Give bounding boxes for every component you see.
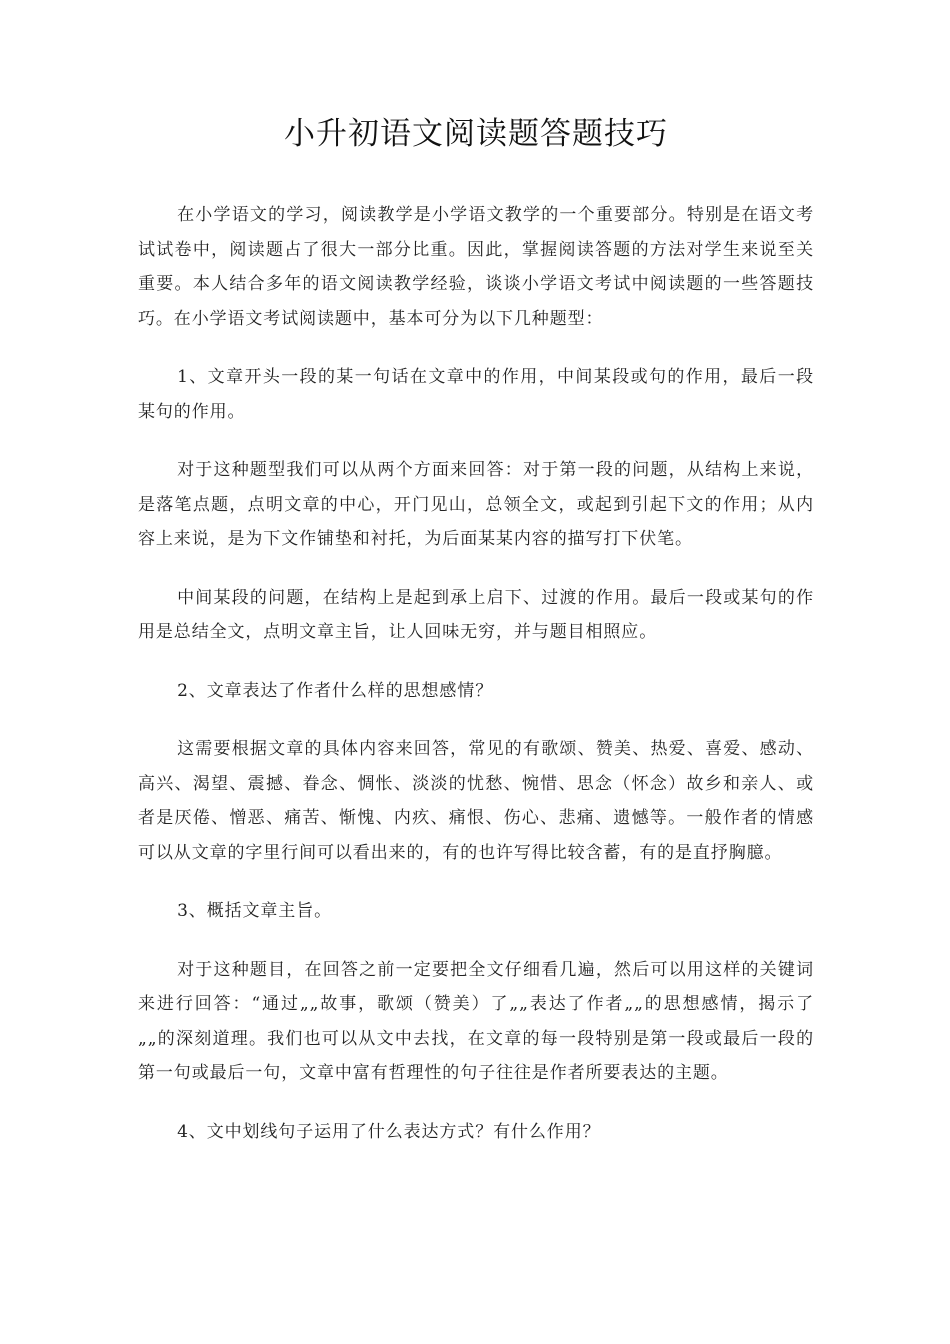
paragraph-answer-1b: 中间某段的问题，在结构上是起到承上启下、过渡的作用。最后一段或某句的作用是总结全文，点明文章主旨，让人回味无穷，并与题目相照应。	[138, 587, 814, 642]
paragraph-question-2: 2、文章表达了作者什么样的思想感情？	[177, 680, 494, 701]
document-title: 小升初语文阅读题答题技巧	[284, 116, 668, 152]
paragraph-intro: 在小学语文的学习，阅读教学是小学语文教学的一个重要部分。特别是在语文考试试卷中，阅读题占了很大一部分比重。因此，掌握阅读答题的方法对学生来说至关重要。本人结合多年的语文阅读教学经验，谈谈小学语文考试中阅读题的一些答题技巧。在小学语文考试阅读题中，基本可分为以下几种题型：	[138, 205, 814, 329]
paragraph-question-1: 1、文章开头一段的某一句话在文章中的作用，中间某段或句的作用，最后一段某句的作用。	[138, 367, 814, 422]
paragraph-answer-3: 对于这种题目，在回答之前一定要把全文仔细看几遍，然后可以用这样的关键词来进行回答：“通过„„故事，歌颂（赞美）了„„表达了作者„„的思想感情，揭示了„„的深刻道理。我们也可以从文中去找，在文章的每一段特别是第一段或最后一段的第一句或最后一句，文章中富有哲理性的句子往往是作者所要表达的主题。	[138, 959, 814, 1083]
paragraph-answer-1a: 对于这种题型我们可以从两个方面来回答：对于第一段的问题，从结构上来说，是落笔点题，点明文章的中心，开门见山，总领全文，或起到引起下文的作用；从内容上来说，是为下文作铺垫和衬托，为后面某某内容的描写打下伏笔。	[138, 460, 814, 549]
document-page	[138, 112, 814, 1173]
paragraph-answer-2: 这需要根据文章的具体内容来回答，常见的有歌颂、赞美、热爱、喜爱、感动、高兴、渴望、震撼、眷念、惆怅、淡淡的忧愁、惋惜、思念（怀念）故乡和亲人、或者是厌倦、憎恶、痛苦、惭愧、内疚、痛恨、伤心、悲痛、遗憾等。一般作者的情感可以从文章的字里行间可以看出来的，有的也许写得比较含蓄，有的是直抒胸臆。	[138, 739, 814, 863]
paragraph-question-4: 4、文中划线句子运用了什么表达方式？有什么作用？	[177, 1121, 601, 1142]
paragraph-question-3: 3、概括文章主旨。	[177, 901, 333, 921]
